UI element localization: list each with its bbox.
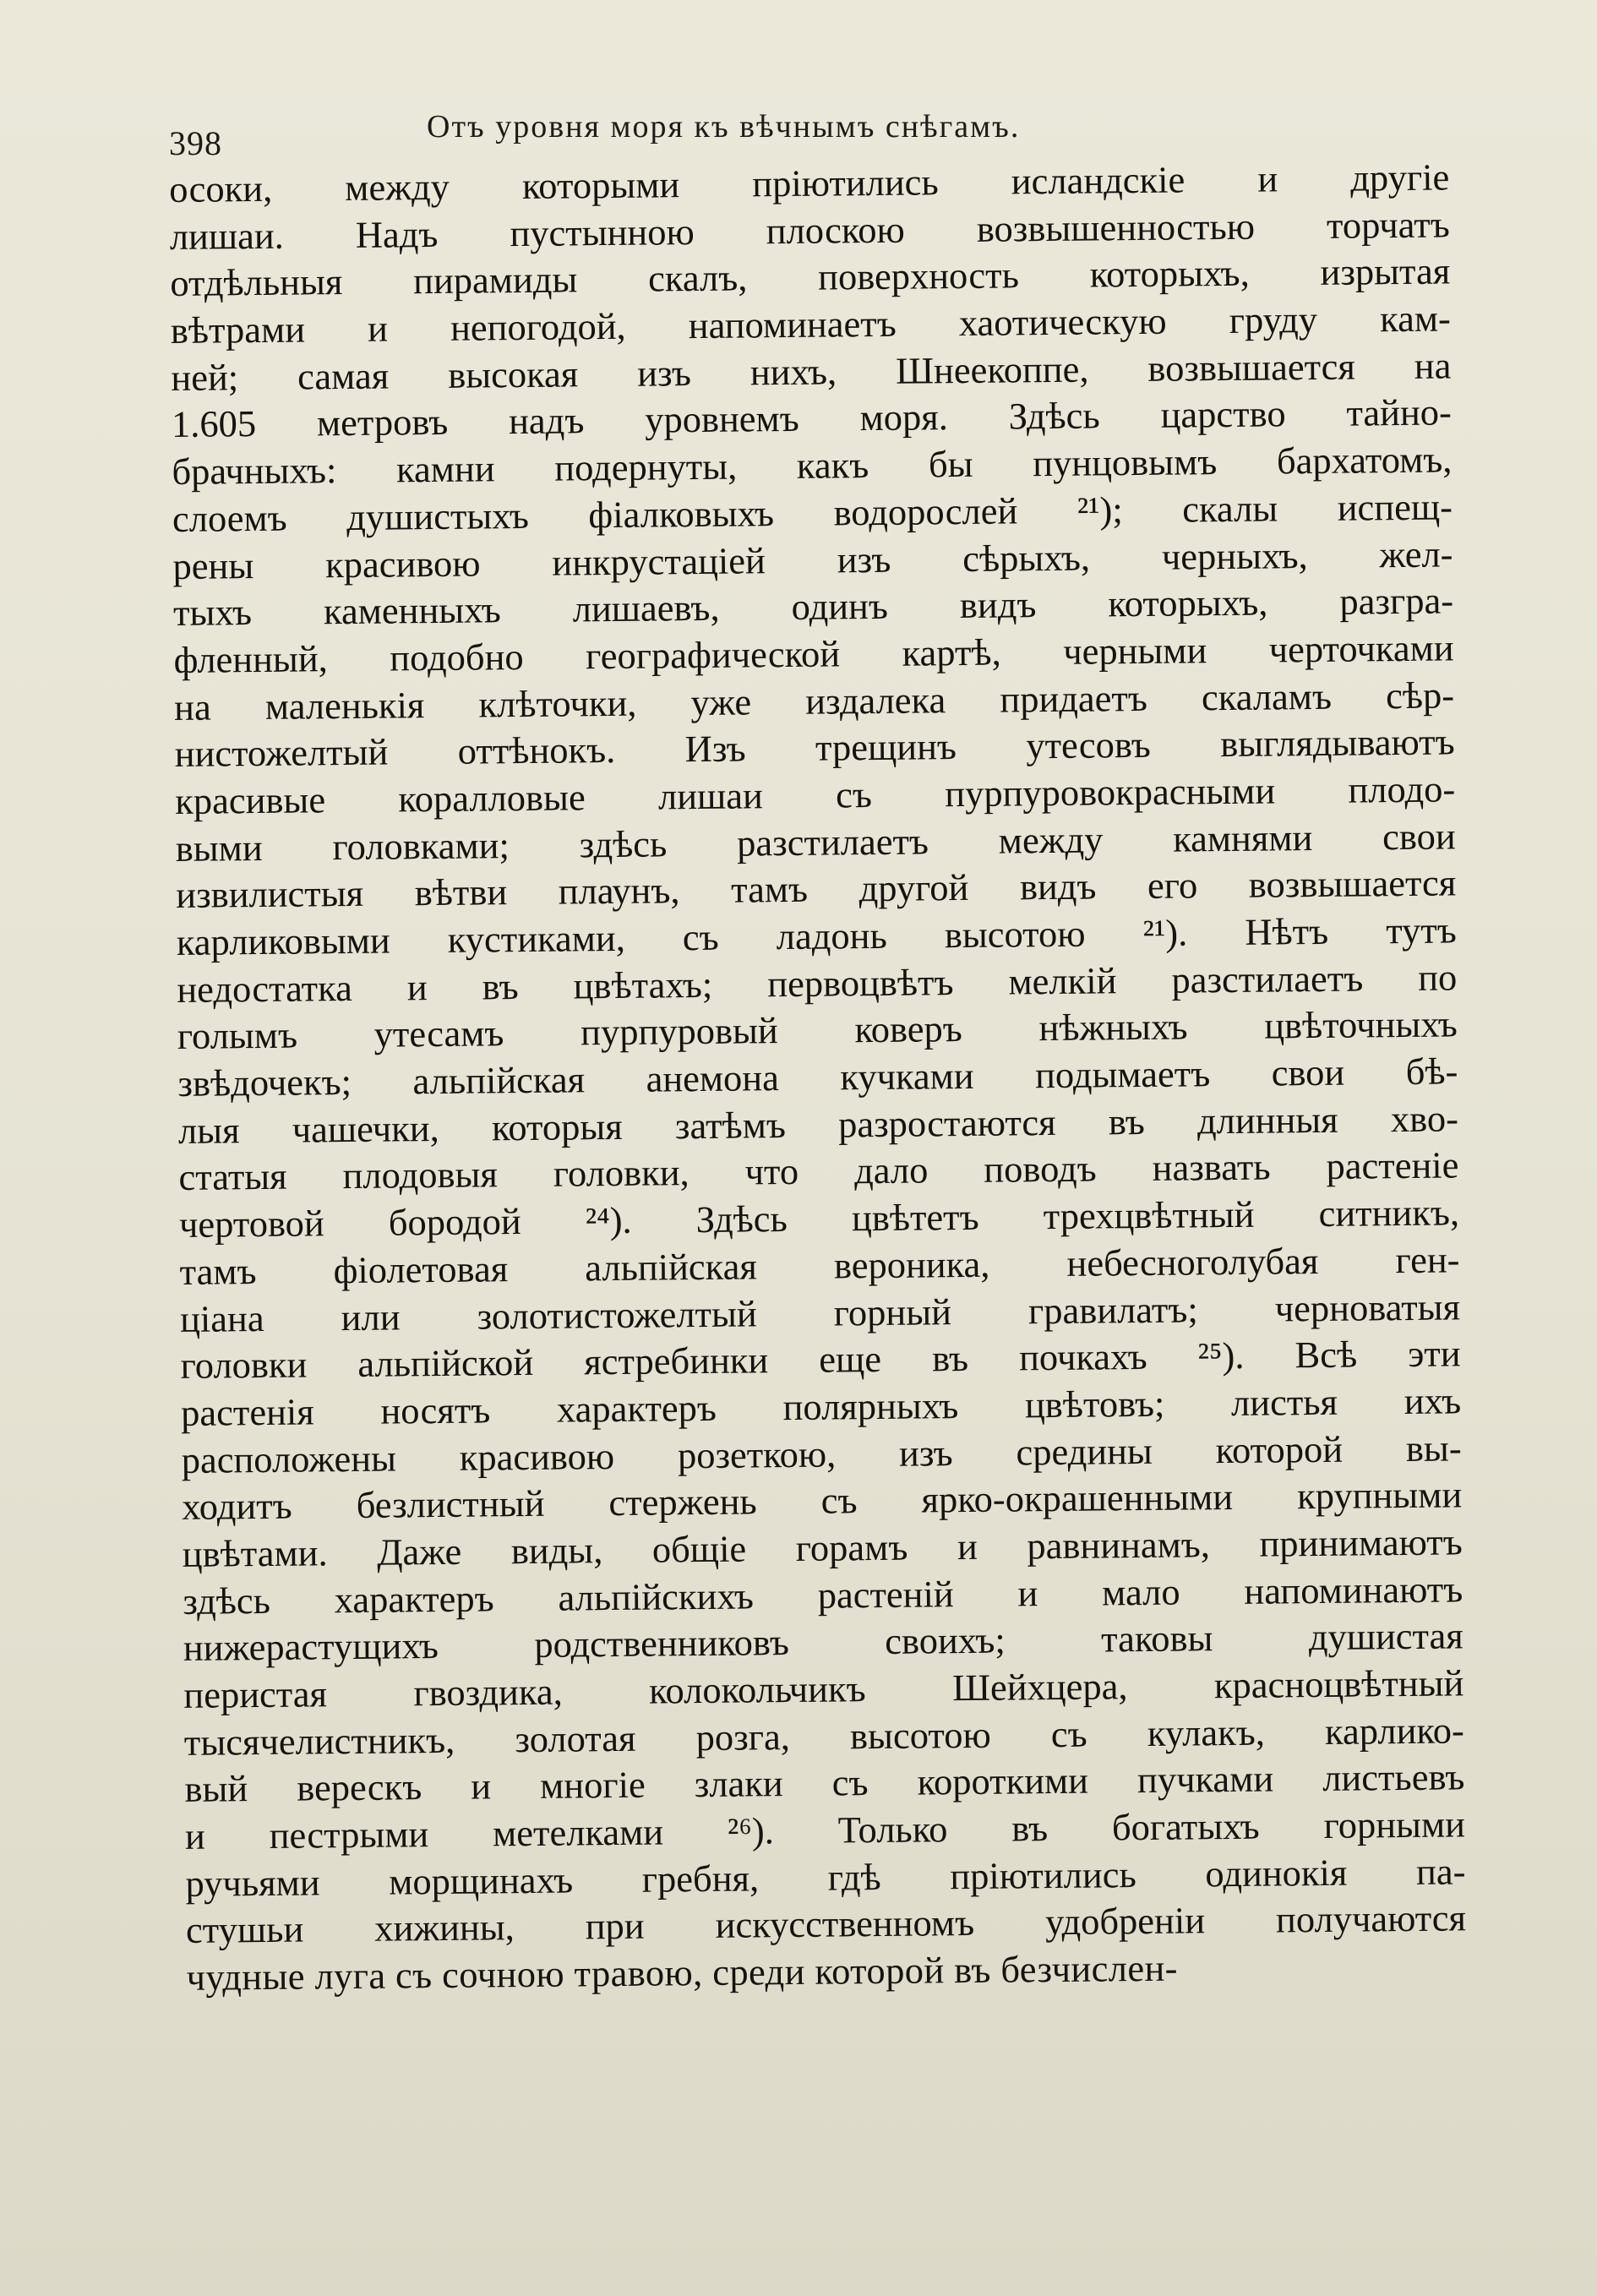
text-line: нистожелтый оттѣнокъ. Изъ трещинъ утесовъ выглядываютъ xyxy=(174,720,1455,776)
text-line: тыхъ каменныхъ лишаевъ, одинъ видъ которыхъ, разгра- xyxy=(172,579,1454,635)
text-line: чудные луга съ сочною травою, среди которой въ безчислен- xyxy=(186,1946,1179,1999)
text-line: тамъ фіолетовая альпійская вероника, небесноголубая ген- xyxy=(179,1238,1460,1293)
text-line: стушьи хижины, при искусственномъ удобреніи получаются xyxy=(185,1896,1467,1952)
text-line: ручьями морщинахъ гребня, гдѣ пріютились одинокія па- xyxy=(185,1850,1466,1905)
text-line: брачныхъ: камни подернуты, какъ бы пунцовымъ бархатомъ, xyxy=(172,438,1453,494)
text-line: голымъ утесамъ пурпуровый коверъ нѣжныхъ цвѣточныхъ xyxy=(177,1002,1458,1058)
text-line: расположены красивою розеткою, изъ средины которой вы- xyxy=(181,1426,1462,1481)
page-number: 398 xyxy=(169,124,222,162)
text-line: карликовыми кустиками, съ ладонь высотою ²¹). Нѣтъ тутъ xyxy=(176,908,1457,963)
text-line: вый верескъ и многіе злаки съ короткими пучками листьевъ xyxy=(184,1755,1465,1811)
text-line: статыя плодовыя головки, что дало поводъ назвать растеніе xyxy=(178,1143,1459,1199)
text-line: выми головками; здѣсь разстилаетъ между камнями свои xyxy=(175,815,1456,870)
text-line: вѣтрами и непогодой, напоминаетъ хаотическую груду кам- xyxy=(170,297,1452,352)
text-line: нижерастущихъ родственниковъ своихъ; таковы душистая xyxy=(183,1614,1464,1670)
text-line: растенія носятъ характеръ полярныхъ цвѣтовъ; листья ихъ xyxy=(180,1379,1462,1434)
text-line: слоемъ душистыхъ фіалковыхъ водорослей ²¹); скалы испещ- xyxy=(172,485,1453,540)
text-line: цвѣтами. Даже виды, общіе горамъ и равнинамъ, принимаютъ xyxy=(182,1520,1463,1575)
running-title: Отъ уровня моря къ вѣчнымъ снѣгамъ. xyxy=(427,109,1021,145)
text-line: на маленькія клѣточки, уже издалека придаетъ скаламъ сѣр- xyxy=(173,673,1455,728)
text-line: и пестрыми метелками ²⁶). Только въ богатыхъ горными xyxy=(184,1802,1466,1857)
body-text xyxy=(169,154,1467,2001)
text-line: ходитъ безлистный стержень съ ярко-окрашенными крупными xyxy=(181,1473,1463,1529)
text-line: осоки, между которыми пріютились исландскіе и другіе xyxy=(169,155,1450,210)
text-line: лыя чашечки, которыя затѣмъ разростаются въ длинныя хво- xyxy=(177,1097,1459,1152)
text-line: звѣдочекъ; альпійская анемона кучками подымаетъ свои бѣ- xyxy=(177,1050,1458,1105)
text-line: 1.605 метровъ надъ уровнемъ моря. Здѣсь царство тайно- xyxy=(171,390,1453,446)
text-line: красивые коралловые лишаи съ пурпуровокрасными плодо- xyxy=(174,767,1456,822)
text-line: фленный, подобно географической картѣ, черными черточками xyxy=(173,626,1454,681)
text-line: ціана или золотистожелтый горный гравилатъ; черноватыя xyxy=(179,1284,1461,1340)
text-line: ней; самая высокая изъ нихъ, Шнеекоппе, возвышается на xyxy=(171,344,1452,399)
text-line: здѣсь характеръ альпійскихъ растеній и мало напоминаютъ xyxy=(183,1568,1463,1622)
text-line: отдѣльныя пирамиды скалъ, поверхность которыхъ, изрытая xyxy=(170,249,1451,305)
text-line: недостатка и въ цвѣтахъ; первоцвѣтъ мелкій разстилаетъ по xyxy=(177,956,1458,1011)
text-line: головки альпійской ястребинки еще въ почкахъ ²⁵). Всѣ эти xyxy=(180,1332,1461,1388)
page-header xyxy=(169,108,1445,162)
text-line: рены красивою инкрустаціей изъ сѣрыхъ, черныхъ, жел- xyxy=(172,532,1453,587)
text-line: тысячелистникъ, золотая розга, высотою съ кулакъ, карлико- xyxy=(183,1709,1465,1764)
text-line: извилистыя вѣтви плаунъ, тамъ другой видъ его возвышается xyxy=(176,861,1457,917)
text-line: лишаи. Надъ пустынною плоскою возвышенностью торчатъ xyxy=(169,203,1450,258)
text-line: чертовой бородой ²⁴). Здѣсь цвѣтетъ трехцвѣтный ситникъ, xyxy=(178,1191,1460,1246)
text-line: перистая гвоздика, колокольчикъ Шейхцера, красноцвѣтный xyxy=(183,1661,1464,1716)
